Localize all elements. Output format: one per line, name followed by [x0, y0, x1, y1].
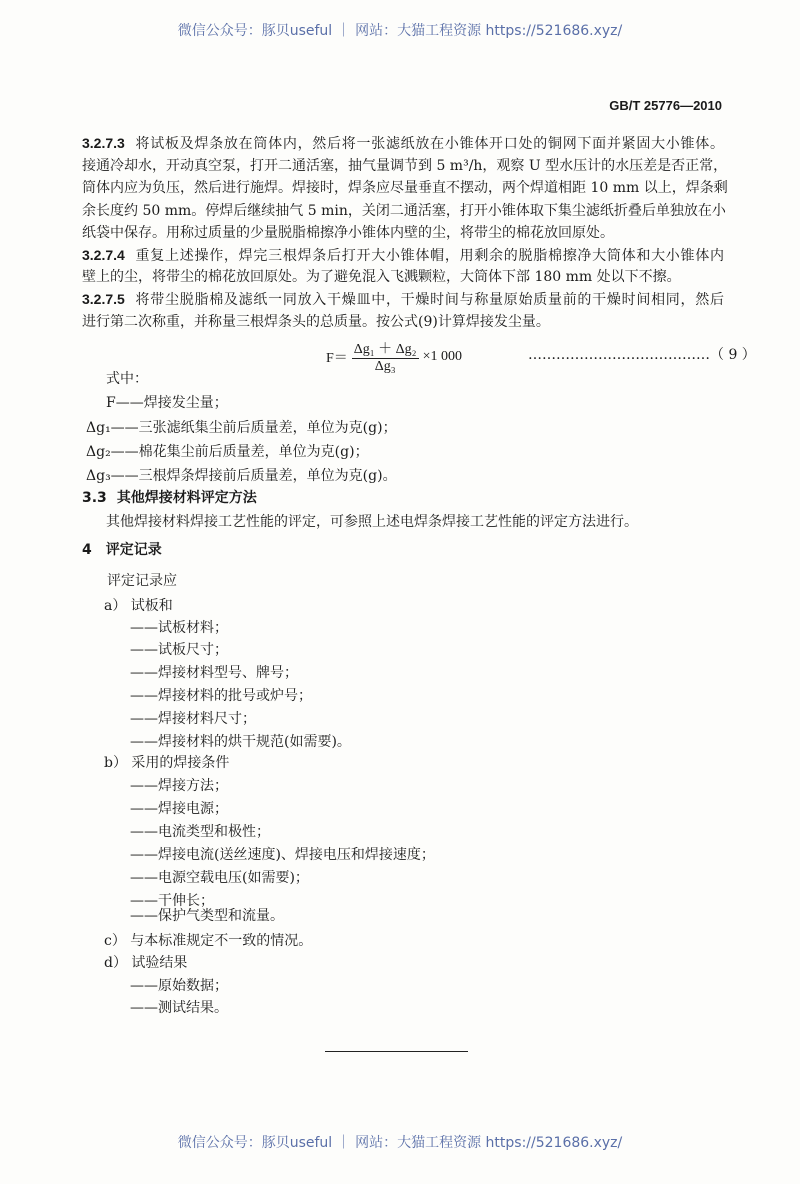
section-title: 评定记录 [105, 542, 162, 558]
list-item: ——原始数据； [130, 978, 228, 994]
where-item: Δg₃——三根焊条焊接前后质量差，单位为克(g)。 [86, 468, 397, 484]
list-label-d: d） 试验结果 [104, 955, 188, 971]
text-line: 壁上的尘，将带尘的棉花放回原处。为了避免混入飞溅颗粒，大筒体下部 180 mm 处以下不擦。 [82, 269, 681, 285]
numerator: Δg₁ ＋ Δg₂ [352, 338, 419, 359]
where-item: Δg₂——棉花集尘前后质量差，单位为克(g)； [86, 444, 369, 460]
end-rule [325, 1051, 468, 1052]
list-item: ——焊接电流(送丝速度)、焊接电压和焊接速度； [130, 847, 435, 863]
watermark-bottom: 微信公众号：豚贝useful ｜ 网站：大猫工程资源 https://521686.xyz/ [177, 1135, 623, 1151]
list-label-a: a） 试板和 [104, 598, 173, 614]
formula-rhs: ×1 000 [422, 348, 462, 364]
list-item: ——焊接材料尺寸； [130, 711, 256, 727]
list-label-c: c） 与本标准规定不一致的情况。 [104, 933, 313, 949]
text-line: 进行第二次称重，并称量三根焊条头的总质量。按公式(9)计算焊接发尘量。 [82, 314, 550, 330]
formula-lhs: F＝ [326, 350, 348, 366]
clause-number: 3.2.7.3 [82, 135, 125, 151]
text: 将试板及焊条放在筒体内，然后将一张滤纸放在小锥体开口处的铜网下面并紧固大小锥体。 [134, 136, 724, 152]
standard-number: GB/T 25776—2010 [609, 98, 722, 113]
fraction [352, 338, 419, 375]
text: 重复上述操作，焊完三根焊条后打开大小锥体帽，用剩余的脱脂棉擦净大筒体和大小锥体内 [134, 248, 724, 264]
section-title: 其他焊接材料评定方法 [116, 490, 257, 506]
text-line: 余长度约 50 mm。停焊后继续抽气 5 min，关闭二通活塞，打开小锥体取下集尘滤纸折叠后单独放在小 [82, 203, 726, 219]
clause-3-2-7-5-line [82, 290, 724, 309]
list-item: ——焊接材料的批号或炉号； [130, 688, 312, 704]
section-number: 3.3 [82, 490, 107, 506]
list-item: ——焊接材料的烘干规范(如需要)。 [130, 734, 351, 750]
formula-9 [326, 338, 462, 375]
watermark-top: 微信公众号：豚贝useful ｜ 网站：大猫工程资源 https://521686.xyz/ [177, 23, 623, 39]
list-item: ——电流类型和极性； [130, 824, 270, 840]
list-item: ——焊接方法； [130, 778, 228, 794]
text-line: 评定记录应 [107, 573, 177, 589]
text-line: 其他焊接材料焊接工艺性能的评定，可参照上述电焊条焊接工艺性能的评定方法进行。 [106, 514, 638, 530]
list-item: ——测试结果。 [130, 1000, 228, 1016]
list-item: ——试板尺寸； [130, 642, 228, 658]
denominator: Δg₃ [374, 359, 396, 374]
section-number: 4 [82, 542, 92, 558]
list-item: ——保护气类型和流量。 [130, 908, 284, 924]
equation-number: …………………………………（ 9 ） [528, 347, 756, 363]
list-item: ——焊接电源； [130, 801, 228, 817]
where-label: 式中： [106, 371, 148, 387]
clause-number: 3.2.7.5 [82, 291, 125, 307]
list-item: ——试板材料； [130, 620, 228, 636]
where-item: F——焊接发尘量； [106, 395, 228, 411]
section-4-heading [82, 541, 162, 559]
list-label-b: b） 采用的焊接条件 [104, 755, 230, 771]
clause-number: 3.2.7.4 [82, 247, 125, 263]
clause-3-2-7-3-line [82, 134, 724, 153]
text: 将带尘脱脂棉及滤纸一同放入干燥皿中，干燥时间与称量原始质量前的干燥时间相同，然后 [134, 292, 724, 308]
list-item: ——焊接材料型号、牌号； [130, 665, 298, 681]
text-line: 纸袋中保存。用称过质量的少量脱脂棉擦净小锥体内壁的尘，将带尘的棉花放回原处。 [82, 225, 614, 241]
text-line: 筒体内应为负压，然后进行施焊。焊接时，焊条应尽量垂直不摆动，两个焊道相距 10 mm 以上，焊条剩 [82, 180, 728, 196]
section-3-3-heading [82, 489, 257, 507]
list-item: ——电源空载电压(如需要)； [130, 870, 309, 886]
clause-3-2-7-4-line [82, 246, 724, 265]
text-line: 接通冷却水，开动真空泵，打开二通活塞，抽气量调节到 5 m³/h，观察 U 型水压计的水压差是否正常， [82, 158, 728, 174]
where-item: Δg₁——三张滤纸集尘前后质量差，单位为克(g)； [86, 420, 397, 436]
list-item: ——干伸长； [130, 893, 214, 909]
